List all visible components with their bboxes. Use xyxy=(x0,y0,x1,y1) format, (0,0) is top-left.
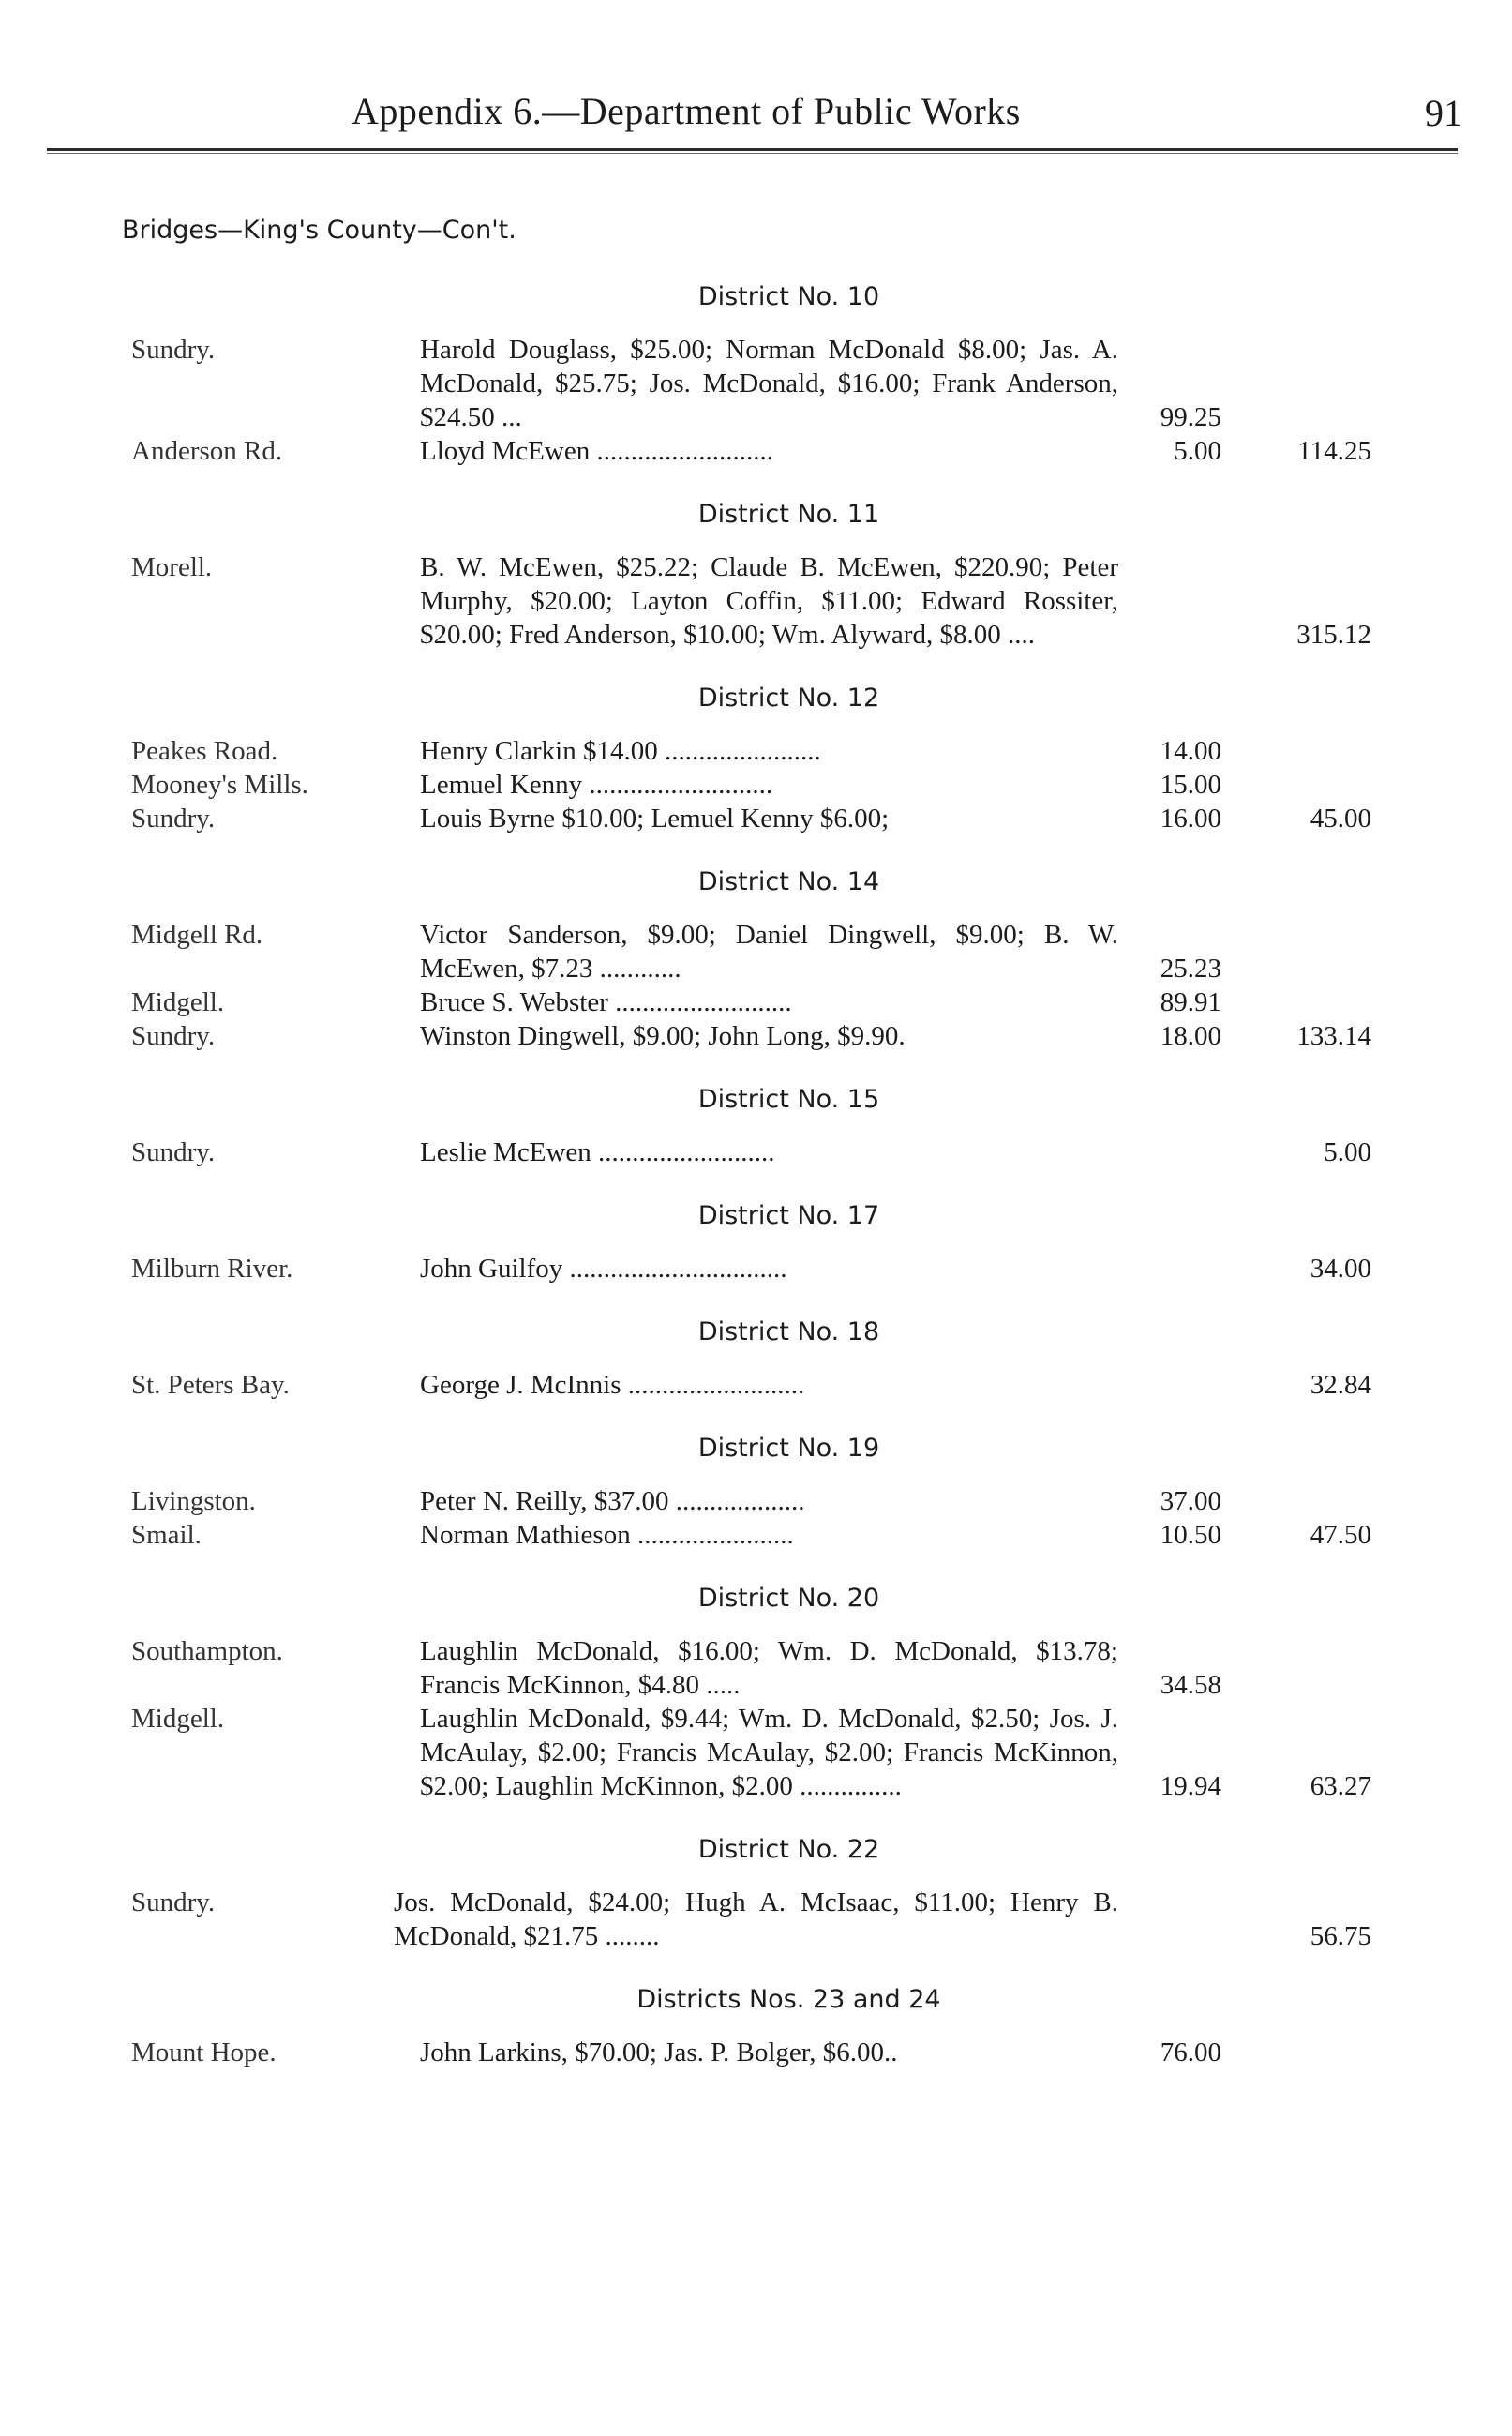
entry-place: Southampton. xyxy=(131,1636,283,1666)
district-section xyxy=(0,1195,1512,1312)
district-total: 114.25 xyxy=(1297,436,1371,466)
expenditure-entry xyxy=(0,1484,1512,1518)
entry-description: Lemuel Kenny ........................... xyxy=(420,770,773,800)
section-spacer xyxy=(0,1053,1512,1079)
district-total: 47.50 xyxy=(1310,1520,1371,1550)
entry-description: Peter N. Reilly, $37.00 ................... xyxy=(420,1486,805,1516)
entry-place: Morell. xyxy=(131,552,213,582)
district-total: 5.00 xyxy=(1324,1137,1371,1167)
entry-description: Laughlin McDonald, $16.00; Wm. D. McDonald, $13.78; Francis McKinnon, $4.80 ..... xyxy=(420,1636,1118,1700)
district-section xyxy=(0,1578,1512,1829)
district-section xyxy=(0,1829,1512,1979)
districts-list xyxy=(0,277,1512,2096)
entry-amount: 19.94 xyxy=(1160,1771,1221,1801)
district-total: 63.27 xyxy=(1310,1771,1371,1801)
entry-place: Sundry. xyxy=(131,1137,216,1167)
entry-description: Victor Sanderson, $9.00; Daniel Dingwell, $9.00; B. W. McEwen, $7.23 ............ xyxy=(420,920,1118,984)
entry-place: Midgell. xyxy=(131,987,225,1017)
entry-place: Sundry. xyxy=(131,804,216,834)
district-section xyxy=(0,678,1512,862)
district-section xyxy=(0,1428,1512,1578)
district-heading: District No. 12 xyxy=(697,684,880,713)
entry-description: Bruce S. Webster .......................... xyxy=(420,987,792,1017)
header-rule xyxy=(47,148,1458,151)
expenditure-entry xyxy=(0,985,1512,1019)
entry-place: Livingston. xyxy=(131,1486,256,1516)
district-heading: District No. 22 xyxy=(697,1835,880,1864)
district-heading: Districts Nos. 23 and 24 xyxy=(636,1985,941,2014)
expenditure-entry xyxy=(0,1135,1512,1169)
district-section xyxy=(0,277,1512,494)
expenditure-entry xyxy=(0,1252,1512,1286)
section-spacer xyxy=(0,835,1512,862)
section-spacer xyxy=(0,652,1512,678)
district-heading: District No. 17 xyxy=(697,1201,880,1230)
expenditure-entry xyxy=(0,802,1512,835)
entry-amount: 99.25 xyxy=(1160,402,1221,432)
district-heading: District No. 19 xyxy=(697,1434,880,1463)
entry-amount: 89.91 xyxy=(1160,987,1221,1017)
entry-description: Laughlin McDonald, $9.44; Wm. D. McDonald, $2.50; Jos. J. McAulay, $2.00; Francis McAulay, $2.00; Francis McKinnon, $2.00; Laughlin McKinnon, $2.00 ............... xyxy=(420,1704,1118,1801)
district-section xyxy=(0,1312,1512,1428)
expenditure-entry xyxy=(0,1634,1512,1702)
entry-description: George J. McInnis .......................... xyxy=(420,1370,805,1400)
entry-amount: 14.00 xyxy=(1160,736,1221,766)
entry-description: Jos. McDonald, $24.00; Hugh A. McIsaac, $11.00; Henry B. McDonald, $21.75 ........ xyxy=(394,1887,1118,1951)
entry-place: Sundry. xyxy=(131,335,216,365)
expenditure-entry xyxy=(0,550,1512,652)
district-total: 34.00 xyxy=(1310,1254,1371,1284)
expenditure-entry xyxy=(0,1702,1512,1803)
entry-amount: 16.00 xyxy=(1160,804,1221,834)
header-rule-thin xyxy=(47,153,1458,154)
district-total: 315.12 xyxy=(1296,620,1371,650)
entry-amount: 10.50 xyxy=(1160,1520,1221,1550)
expenditure-entry xyxy=(0,768,1512,802)
expenditure-entry xyxy=(0,1019,1512,1053)
district-heading: District No. 15 xyxy=(697,1085,880,1114)
entry-amount: 76.00 xyxy=(1160,2038,1221,2068)
district-heading: District No. 14 xyxy=(697,867,880,896)
district-total: 56.75 xyxy=(1310,1921,1371,1951)
section-spacer xyxy=(0,1402,1512,1428)
entry-place: Sundry. xyxy=(131,1887,216,1917)
entry-place: Sundry. xyxy=(131,1021,216,1051)
entry-place: Milburn River. xyxy=(131,1254,293,1284)
expenditure-entry xyxy=(0,333,1512,434)
entry-description: Louis Byrne $10.00; Lemuel Kenny $6.00; xyxy=(420,804,890,834)
entry-description: Winston Dingwell, $9.00; John Long, $9.90. xyxy=(420,1021,906,1051)
district-section xyxy=(0,1079,1512,1195)
expenditure-entry xyxy=(0,1518,1512,1552)
entry-place: Anderson Rd. xyxy=(131,436,283,466)
section-spacer xyxy=(0,1169,1512,1195)
section-spacer xyxy=(0,1803,1512,1829)
district-section xyxy=(0,862,1512,1079)
section-spacer xyxy=(0,468,1512,494)
entry-place: Midgell Rd. xyxy=(131,920,263,950)
district-section xyxy=(0,494,1512,678)
entry-amount: 37.00 xyxy=(1160,1486,1221,1516)
entry-place: Midgell. xyxy=(131,1704,225,1734)
district-total: 45.00 xyxy=(1310,804,1371,834)
district-section xyxy=(0,1979,1512,2096)
expenditure-entry xyxy=(0,1886,1512,1953)
section-spacer xyxy=(0,1286,1512,1312)
entry-place: Mooney's Mills. xyxy=(131,770,308,800)
entry-amount: 25.23 xyxy=(1160,954,1221,984)
page-header xyxy=(0,89,1512,145)
entry-place: Peakes Road. xyxy=(131,736,278,766)
entry-description: Lloyd McEwen .......................... xyxy=(420,436,773,466)
section-spacer xyxy=(0,1953,1512,1979)
district-heading: District No. 20 xyxy=(697,1584,880,1613)
district-total: 133.14 xyxy=(1296,1021,1371,1051)
entry-amount: 18.00 xyxy=(1160,1021,1221,1051)
page-title: Appendix 6.—Department of Public Works xyxy=(352,90,1021,132)
section-spacer xyxy=(0,2069,1512,2096)
entry-description: Leslie McEwen .......................... xyxy=(420,1137,775,1167)
entry-amount: 5.00 xyxy=(1174,436,1221,466)
entry-amount: 15.00 xyxy=(1160,770,1221,800)
entry-description: John Guilfoy ................................ xyxy=(420,1254,787,1284)
expenditure-entry xyxy=(0,2036,1512,2069)
entry-place: St. Peters Bay. xyxy=(131,1370,290,1400)
expenditure-entry xyxy=(0,918,1512,985)
district-heading: District No. 18 xyxy=(697,1317,880,1346)
entry-description: Norman Mathieson ....................... xyxy=(420,1520,794,1550)
entry-amount: 34.58 xyxy=(1160,1670,1221,1700)
district-heading: District No. 11 xyxy=(697,500,880,529)
entry-description: John Larkins, $70.00; Jas. P. Bolger, $6.00.. xyxy=(420,2038,898,2068)
entry-description: Henry Clarkin $14.00 ....................... xyxy=(420,736,821,766)
entry-description: Harold Douglass, $25.00; Norman McDonald $8.00; Jas. A. McDonald, $25.75; Jos. McDonald, $16.00; Frank Anderson, $24.50 ... xyxy=(420,335,1118,432)
entry-place: Mount Hope. xyxy=(131,2038,277,2068)
entry-description: B. W. McEwen, $25.22; Claude B. McEwen, $220.90; Peter Murphy, $20.00; Layton Coffin, $11.00; Edward Rossiter, $20.00; Fred Anderson, $10.00; Wm. Alyward, $8.00 .... xyxy=(420,552,1118,650)
entry-place: Smail. xyxy=(131,1520,202,1550)
expenditure-entry xyxy=(0,1368,1512,1402)
expenditure-entry xyxy=(0,434,1512,468)
page-number: 91 xyxy=(1425,92,1462,134)
section-title: Bridges—King's County—Con't. xyxy=(122,216,516,245)
section-spacer xyxy=(0,1552,1512,1578)
district-heading: District No. 10 xyxy=(697,282,880,311)
district-total: 32.84 xyxy=(1310,1370,1371,1400)
expenditure-entry xyxy=(0,734,1512,768)
